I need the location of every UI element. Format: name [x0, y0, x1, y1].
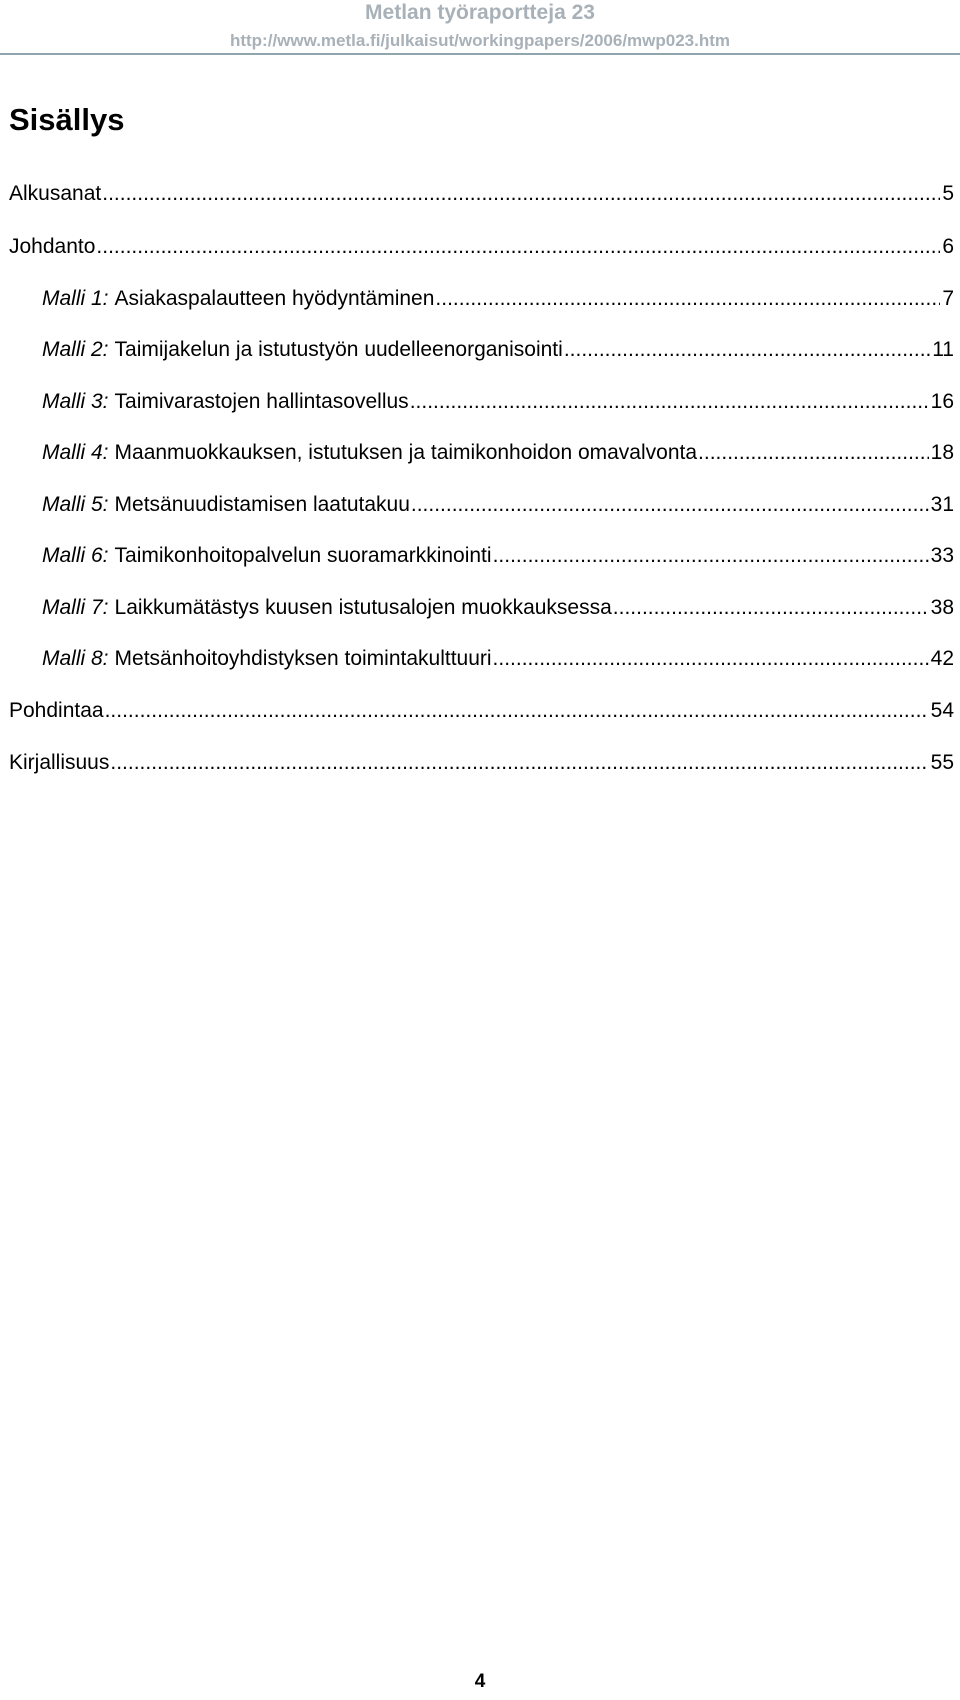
toc-entry-prefix: Malli 1: [42, 287, 109, 310]
toc-entry-malli-1[interactable] [42, 285, 954, 313]
toc-dot-leader [110, 749, 928, 777]
toc-entry-title: Maanmuokkauksen, istutuksen ja taimikonhoidon omavalvonta [114, 441, 698, 464]
toc-entry-malli-2[interactable] [42, 336, 954, 364]
toc-entry-malli-8[interactable] [42, 645, 954, 673]
toc-entry-prefix: Malli 3: [42, 390, 109, 413]
toc-entry-title: Laikkumätästys kuusen istutusalojen muokkauksessa [114, 596, 612, 619]
toc-entry-title: Metsänuudistamisen laatutakuu [114, 493, 410, 516]
toc-entry-title: Johdanto [9, 235, 96, 258]
toc-entry-malli-3[interactable] [42, 388, 954, 416]
toc-dot-leader [410, 388, 929, 416]
toc-dot-leader [613, 594, 929, 622]
toc-entry-pohdintaa[interactable] [9, 697, 954, 725]
toc-entry-title: Kirjallisuus [9, 751, 110, 774]
toc-dot-leader [102, 180, 940, 208]
toc-entry-prefix: Malli 2: [42, 338, 109, 361]
header-divider [0, 53, 960, 55]
toc-dot-leader [493, 645, 929, 673]
publication-url: http://www.metla.fi/julkaisut/workingpapers/2006/mwp023.htm [229, 31, 731, 50]
toc-entry-malli-4[interactable] [42, 439, 954, 467]
toc-dot-leader [698, 439, 929, 467]
toc-entry-page: 54 [930, 699, 954, 722]
toc-entry-title: Alkusanat [9, 182, 102, 205]
toc-dot-leader [564, 336, 930, 364]
toc-entry-title: Taimijakelun ja istutustyön uudelleenorganisointi [114, 338, 563, 361]
toc-entry-malli-6[interactable] [42, 542, 954, 570]
toc-entry-page: 33 [930, 544, 954, 567]
toc-dot-leader [493, 542, 929, 570]
toc-dot-leader [435, 285, 940, 313]
toc-entry-prefix: Malli 6: [42, 544, 109, 567]
toc-entry-page: 42 [930, 647, 954, 670]
toc-entry-page: 18 [930, 441, 954, 464]
toc-entry-prefix: Malli 8: [42, 647, 109, 670]
toc-entry-page: 11 [932, 338, 954, 361]
toc-entry-title: Taimikonhoitopalvelun suoramarkkinointi [114, 544, 492, 567]
toc-entry-prefix: Malli 7: [42, 596, 109, 619]
toc-heading: Sisällys [9, 102, 125, 137]
toc-entry-title: Taimivarastojen hallintasovellus [114, 390, 409, 413]
toc-entry-page: 7 [942, 287, 954, 310]
toc-entry-prefix: Malli 5: [42, 493, 109, 516]
publication-series: Metlan työraportteja 23 [365, 1, 595, 24]
toc-entry-page: 31 [930, 493, 954, 516]
toc-entry-malli-7[interactable] [42, 594, 954, 622]
toc-entry-page: 16 [930, 390, 954, 413]
toc-entry-malli-5[interactable] [42, 491, 954, 519]
toc-entry-title: Asiakaspalautteen hyödyntäminen [114, 287, 435, 310]
toc-entry-kirjallisuus[interactable] [9, 749, 954, 777]
toc-entry-title: Metsänhoitoyhdistyksen toimintakulttuuri [114, 647, 492, 670]
toc-entry-page: 6 [942, 235, 954, 258]
toc-entry-page: 55 [930, 751, 954, 774]
toc-entry-alkusanat[interactable] [9, 180, 954, 208]
toc-dot-leader [105, 697, 929, 725]
toc-entry-prefix: Malli 4: [42, 441, 109, 464]
page-number: 4 [474, 1671, 486, 1692]
toc-entry-johdanto[interactable] [9, 233, 954, 261]
toc-entry-page: 5 [942, 182, 954, 205]
toc-entry-page: 38 [930, 596, 954, 619]
toc-dot-leader [411, 491, 929, 519]
toc-entry-title: Pohdintaa [9, 699, 104, 722]
toc-dot-leader [96, 233, 940, 261]
